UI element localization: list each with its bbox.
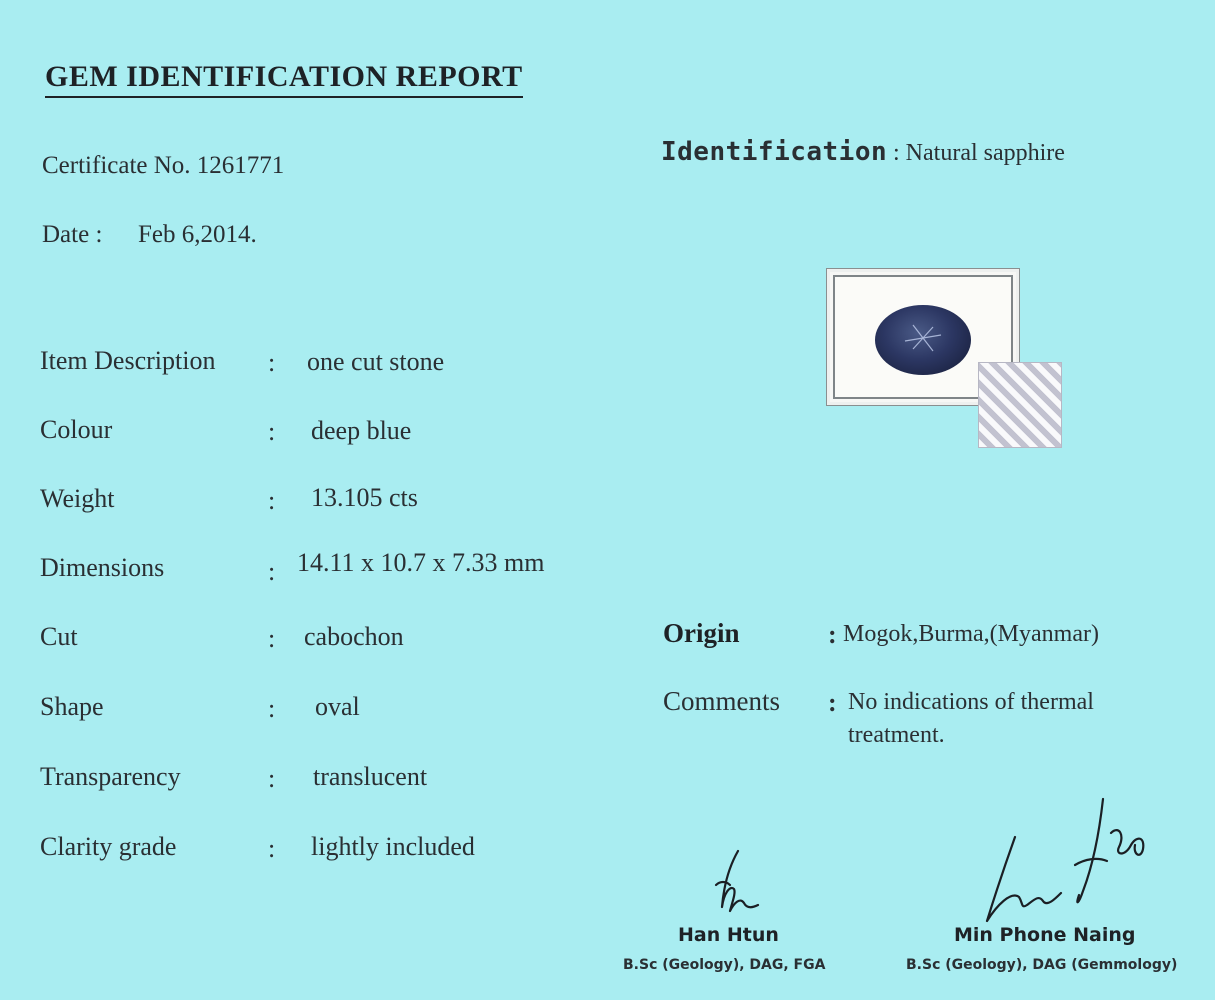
- signatory-name-2: Min Phone Naing: [954, 924, 1136, 946]
- hologram-seal-icon: [978, 362, 1062, 448]
- value-weight: 13.105 cts: [311, 483, 418, 512]
- colon: :: [268, 348, 276, 377]
- signature-han-htun: [700, 845, 770, 920]
- signatory-credentials-1: B.Sc (Geology), DAG, FGA: [623, 957, 826, 973]
- value-cut: cabochon: [304, 622, 404, 651]
- comments-colon: :: [828, 688, 837, 717]
- label-item-description: Item Description: [40, 346, 216, 375]
- colon: :: [268, 417, 276, 446]
- label-colour: Colour: [40, 415, 113, 444]
- value-clarity-grade: lightly included: [311, 832, 475, 861]
- value-item-description: one cut stone: [307, 347, 445, 376]
- label-dimensions: Dimensions: [40, 553, 165, 582]
- signatory-name-1: Han Htun: [678, 924, 779, 946]
- identification-value: : Natural sapphire: [893, 140, 1065, 166]
- colon: :: [268, 624, 276, 653]
- label-clarity-grade: Clarity grade: [40, 832, 177, 861]
- comments-label: Comments: [663, 686, 781, 716]
- label-weight: Weight: [40, 484, 115, 513]
- signatory-credentials-2: B.Sc (Geology), DAG (Gemmology): [906, 957, 1178, 973]
- origin-label: Origin: [663, 618, 740, 648]
- value-shape: oval: [315, 692, 360, 721]
- star-reflection-icon: [875, 305, 971, 375]
- colon: :: [268, 764, 276, 793]
- date-value: Feb 6,2014.: [138, 221, 257, 248]
- colon: :: [268, 834, 276, 863]
- label-transparency: Transparency: [40, 762, 181, 791]
- origin-value: Mogok,Burma,(Myanmar): [843, 621, 1099, 647]
- date-label: Date :: [42, 221, 103, 248]
- comments-value: No indications of thermal treatment.: [848, 689, 1094, 748]
- label-shape: Shape: [40, 692, 104, 721]
- colon: :: [268, 694, 276, 723]
- value-transparency: translucent: [313, 762, 428, 791]
- report-title: GEM IDENTIFICATION REPORT: [45, 60, 523, 98]
- value-dimensions: 14.11 x 10.7 x 7.33 mm: [297, 548, 545, 577]
- colon: :: [268, 486, 276, 515]
- value-colour: deep blue: [311, 416, 412, 445]
- identification-label: Identification: [661, 137, 888, 167]
- certificate-number: Certificate No. 1261771: [42, 152, 285, 179]
- origin-colon: :: [828, 620, 837, 649]
- signature-min-phone-naing: [975, 795, 1165, 930]
- colon: :: [268, 557, 276, 586]
- label-cut: Cut: [40, 622, 78, 651]
